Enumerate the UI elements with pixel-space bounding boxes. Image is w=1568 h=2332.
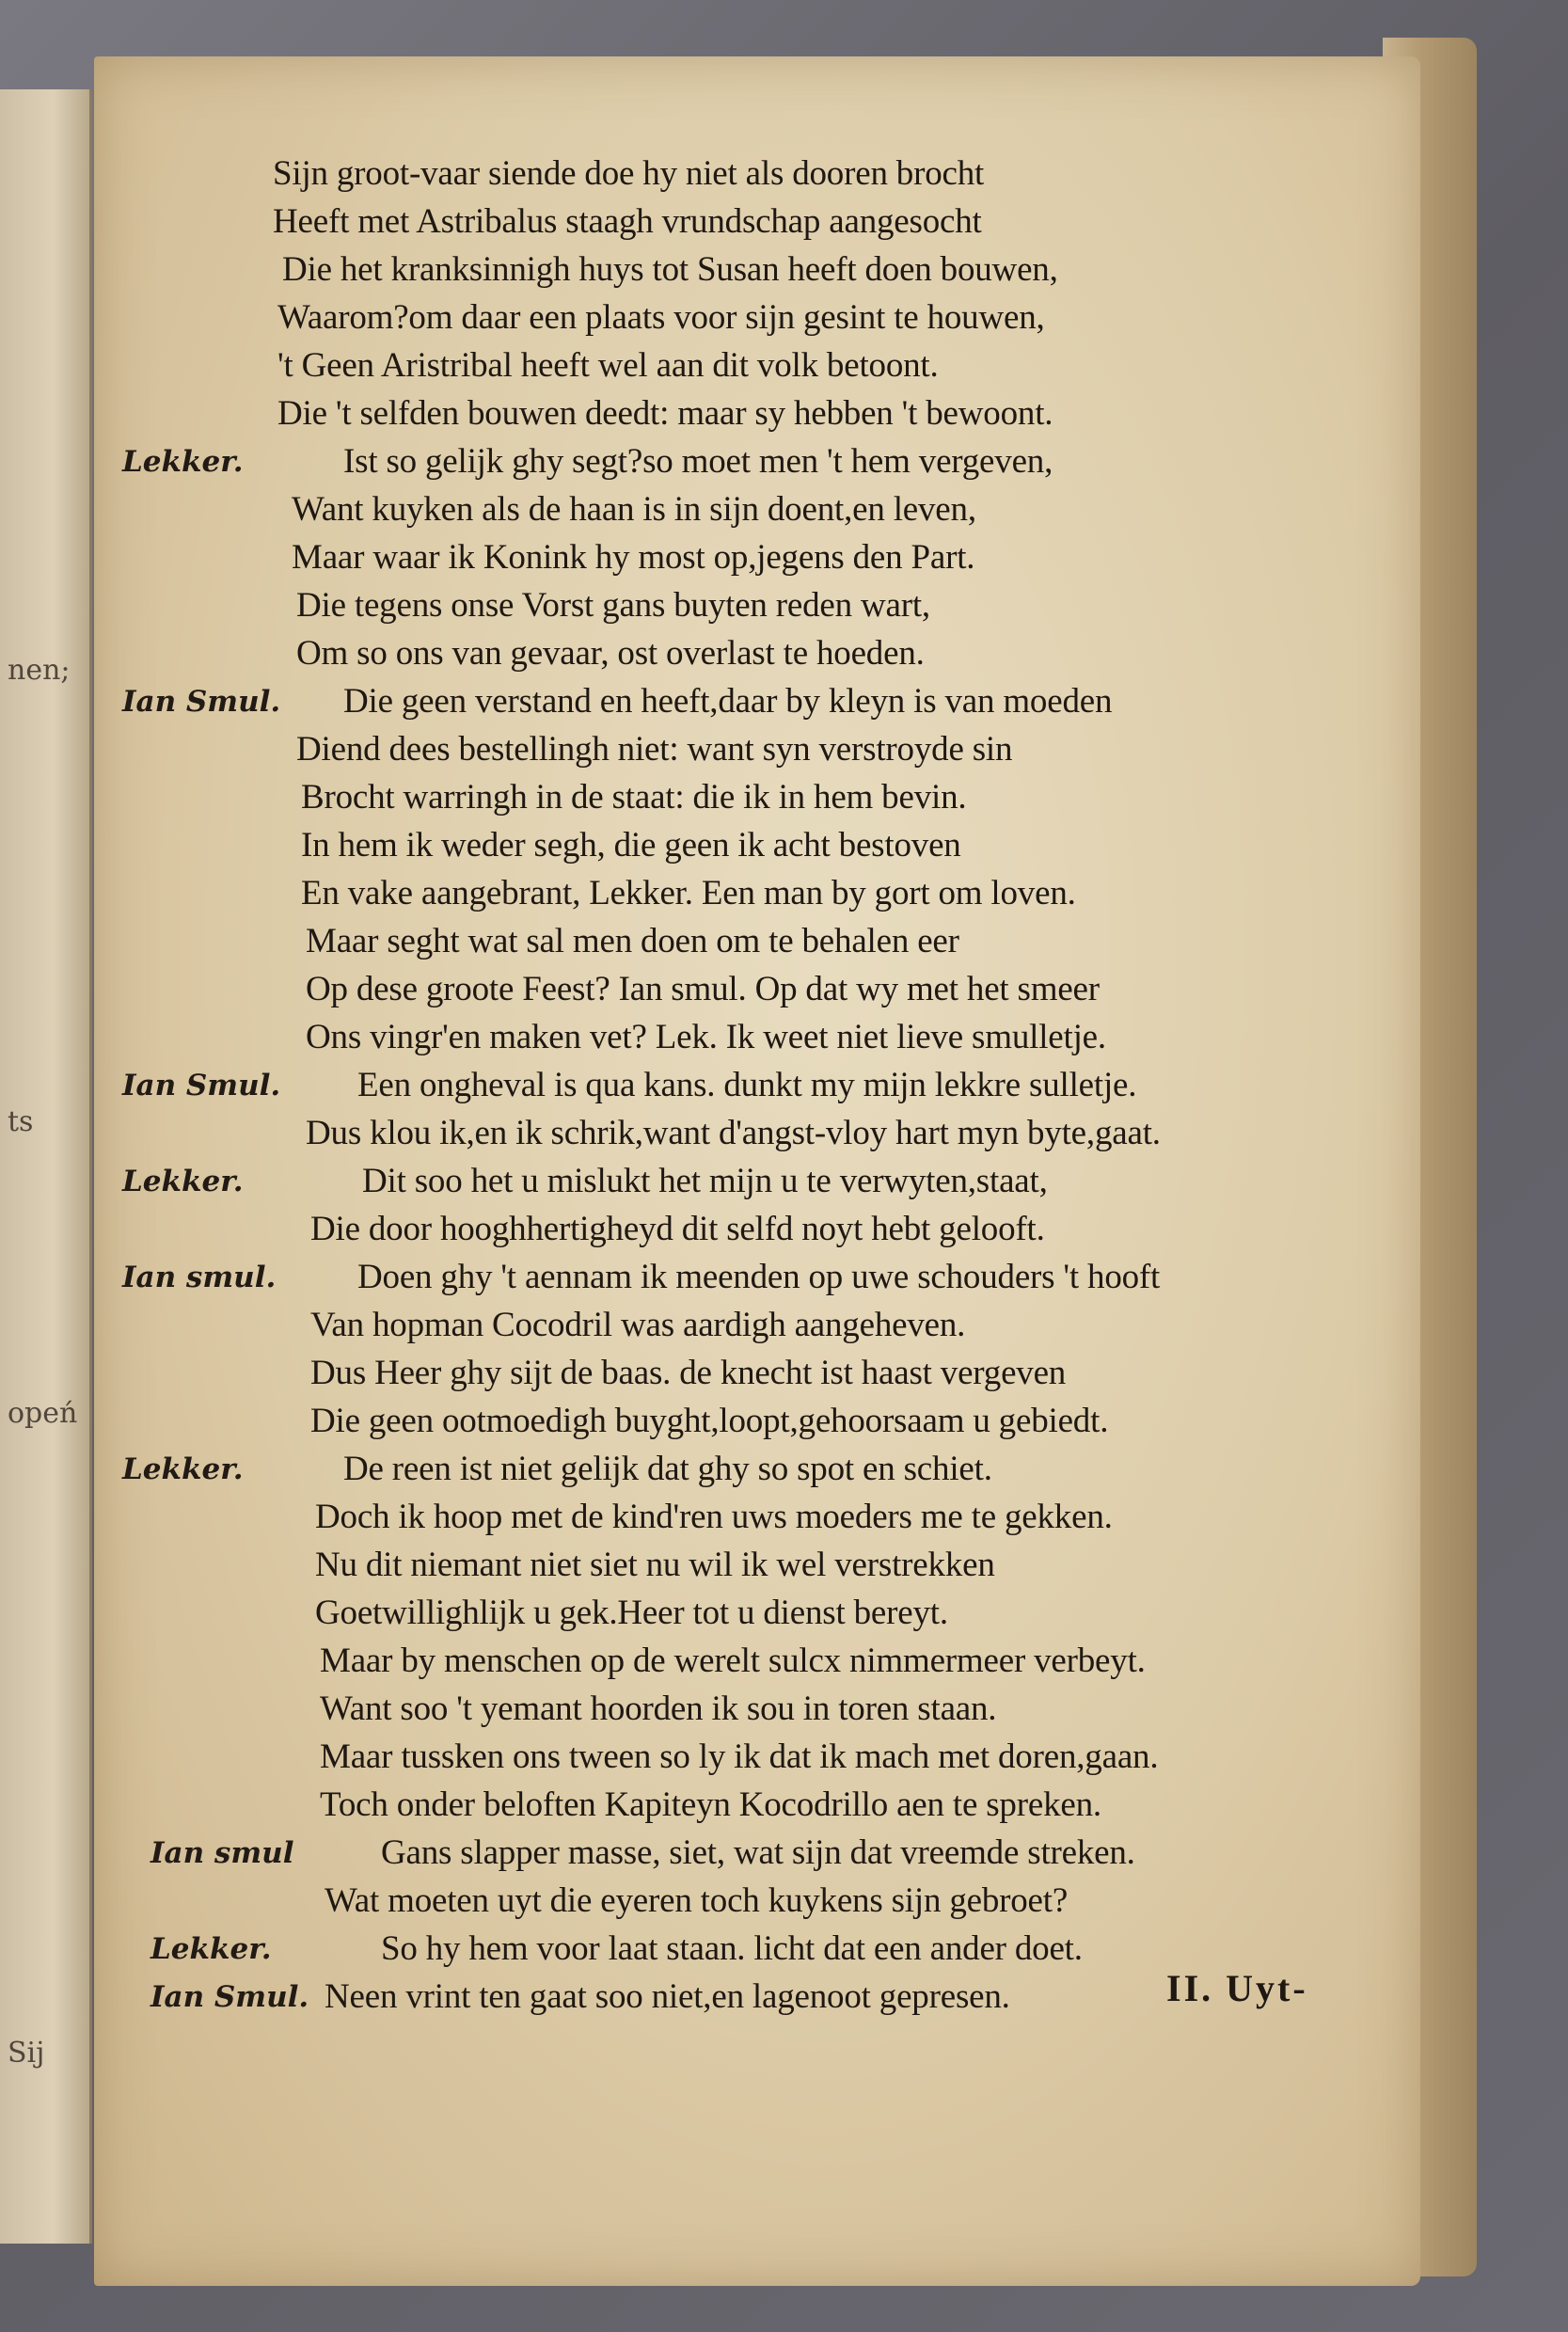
- facing-page-fragment: ts: [8, 1105, 34, 1138]
- verse-line: Maar tussken ons tween so ly ik dat ik mach met doren,gaan.: [320, 1737, 1159, 1776]
- verse-line: Want kuyken als de haan is in sijn doent,en leven,: [292, 490, 976, 529]
- speaker-name: Lekker.: [150, 1932, 272, 1966]
- verse-line: Sijn groot-vaar siende doe hy niet als dooren brocht: [273, 154, 985, 193]
- facing-page-fragment: opeń: [8, 1397, 78, 1430]
- verse-row: [94, 1014, 1420, 1061]
- facing-page-fragment: nen;: [8, 654, 71, 687]
- facing-page-fragment: Sij: [8, 2037, 45, 2070]
- verse-row: [94, 342, 1420, 389]
- verse-row: [94, 1686, 1420, 1733]
- facing-page-edge: [0, 89, 92, 2244]
- verse-row: [94, 1542, 1420, 1589]
- verse-row: [94, 1590, 1420, 1637]
- verse-row: [94, 486, 1420, 533]
- speaker-name: Ian smul.: [122, 1261, 277, 1294]
- catchword: II. Uyt-: [1166, 1967, 1308, 2009]
- verse-line: Ist so gelijk ghy segt?so moet men 't hem vergeven,: [343, 442, 1053, 481]
- verse-line: Doen ghy 't aennam ik meenden op uwe schouders 't hooft: [357, 1258, 1161, 1296]
- verse-line: So hy hem voor laat staan. licht dat een ander doet.: [381, 1929, 1083, 1968]
- verse-line: Die 't selfden bouwen deedt: maar sy hebben 't bewoont.: [277, 394, 1053, 433]
- verse-row: [94, 966, 1420, 1013]
- verse-row: [94, 1446, 1420, 1493]
- verse-row: [94, 870, 1420, 917]
- verse-row: [94, 246, 1420, 293]
- verse-line: Maar waar ik Konink hy most op,jegens den Part.: [292, 538, 975, 577]
- verse-line: Dus Heer ghy sijt de baas. de knecht ist haast vergeven: [310, 1354, 1067, 1392]
- verse-block: [94, 56, 1420, 2286]
- verse-line: Die geen ootmoedigh buyght,loopt,gehoorsaam u gebiedt.: [310, 1402, 1109, 1440]
- verse-line: Die tegens onse Vorst gans buyten reden wart,: [296, 586, 930, 625]
- verse-line: Die het kranksinnigh huys tot Susan heeft doen bouwen,: [282, 250, 1058, 289]
- verse-row: [94, 534, 1420, 581]
- verse-row: [94, 1494, 1420, 1541]
- verse-line: 't Geen Aristribal heeft wel aan dit volk betoont.: [277, 346, 939, 385]
- verse-line: Doch ik hoop met de kind'ren uws moeders me te gekken.: [315, 1498, 1113, 1536]
- verse-line: De reen ist niet gelijk dat ghy so spot en schiet.: [343, 1450, 992, 1488]
- verse-row: [94, 198, 1420, 246]
- verse-line: Wat moeten uyt die eyeren toch kuykens sijn gebroet?: [325, 1881, 1069, 1920]
- verse-line: Diend dees bestellingh niet: want syn verstroyde sin: [296, 730, 1013, 769]
- book-page: [94, 56, 1420, 2286]
- verse-row: [94, 1254, 1420, 1301]
- verse-row: [94, 438, 1420, 485]
- verse-row: [94, 1782, 1420, 1829]
- verse-row: [94, 1734, 1420, 1781]
- verse-row: [94, 822, 1420, 869]
- verse-line: Waarom?om daar een plaats voor sijn gesint te houwen,: [277, 298, 1045, 337]
- speaker-name: Ian Smul.: [122, 1069, 281, 1103]
- speaker-name: Ian Smul.: [150, 1980, 309, 2014]
- verse-line: Maar by menschen op de werelt sulcx nimmermeer verbeyt.: [320, 1642, 1146, 1680]
- verse-row: [94, 1398, 1420, 1445]
- verse-row: [94, 1158, 1420, 1205]
- verse-row: [94, 1350, 1420, 1397]
- verse-line: Heeft met Astribalus staagh vrundschap aangesocht: [273, 202, 982, 241]
- verse-line: Dus klou ik,en ik schrik,want d'angst-vloy hart myn byte,gaat.: [306, 1114, 1161, 1152]
- verse-line: Neen vrint ten gaat soo niet,en lagenoot gepresen.: [325, 1977, 1010, 2016]
- verse-line: Een ongheval is qua kans. dunkt my mijn lekkre sulletje.: [357, 1066, 1137, 1104]
- verse-line: Dit soo het u mislukt het mijn u te verwyten,staat,: [362, 1162, 1048, 1200]
- speaker-name: Ian smul: [150, 1836, 294, 1870]
- verse-line: Op dese groote Feest? Ian smul. Op dat wy met het smeer: [306, 970, 1100, 1008]
- verse-row: [94, 918, 1420, 965]
- verse-line: Want soo 't yemant hoorden ik sou in toren staan.: [320, 1690, 997, 1728]
- verse-line: Die geen verstand en heeft,daar by kleyn is van moeden: [343, 682, 1113, 721]
- speaker-name: Ian Smul.: [122, 685, 281, 719]
- verse-line: Maar seght wat sal men doen om te behalen eer: [306, 922, 959, 960]
- verse-line: Toch onder beloften Kapiteyn Kocodrillo aen te spreken.: [320, 1785, 1101, 1824]
- verse-row: [94, 151, 1420, 198]
- verse-line: Van hopman Cocodril was aardigh aangeheven.: [310, 1306, 966, 1344]
- verse-line: Brocht warringh in de staat: die ik in hem bevin.: [301, 778, 967, 817]
- verse-line: Gans slapper masse, siet, wat sijn dat vreemde streken.: [381, 1833, 1135, 1872]
- verse-row: [94, 630, 1420, 677]
- verse-row: [94, 726, 1420, 773]
- verse-row: [94, 1206, 1420, 1253]
- verse-row: [94, 1302, 1420, 1349]
- verse-row: [94, 390, 1420, 437]
- verse-row: [94, 1878, 1420, 1925]
- verse-line: Nu dit niemant niet siet nu wil ik wel verstrekken: [315, 1546, 995, 1584]
- verse-row: [94, 1830, 1420, 1877]
- verse-row: [94, 582, 1420, 629]
- verse-row: [94, 1110, 1420, 1157]
- verse-line: Ons vingr'en maken vet? Lek. Ik weet niet lieve smulletje.: [306, 1018, 1106, 1056]
- speaker-name: Lekker.: [122, 1165, 244, 1198]
- speaker-name: Lekker.: [122, 1452, 244, 1486]
- verse-row: [94, 678, 1420, 725]
- speaker-name: Lekker.: [122, 445, 244, 479]
- verse-row: [94, 774, 1420, 821]
- verse-row: [94, 1638, 1420, 1685]
- verse-line: Om so ons van gevaar, ost overlast te hoeden.: [296, 634, 925, 673]
- verse-line: In hem ik weder segh, die geen ik acht bestoven: [301, 826, 961, 865]
- verse-row: [94, 1062, 1420, 1109]
- verse-row: [94, 294, 1420, 341]
- verse-line: Goetwillighlijk u gek.Heer tot u dienst bereyt.: [315, 1594, 948, 1632]
- verse-line: Die door hooghhertigheyd dit selfd noyt hebt gelooft.: [310, 1210, 1045, 1248]
- verse-line: En vake aangebrant, Lekker. Een man by gort om loven.: [301, 874, 1076, 912]
